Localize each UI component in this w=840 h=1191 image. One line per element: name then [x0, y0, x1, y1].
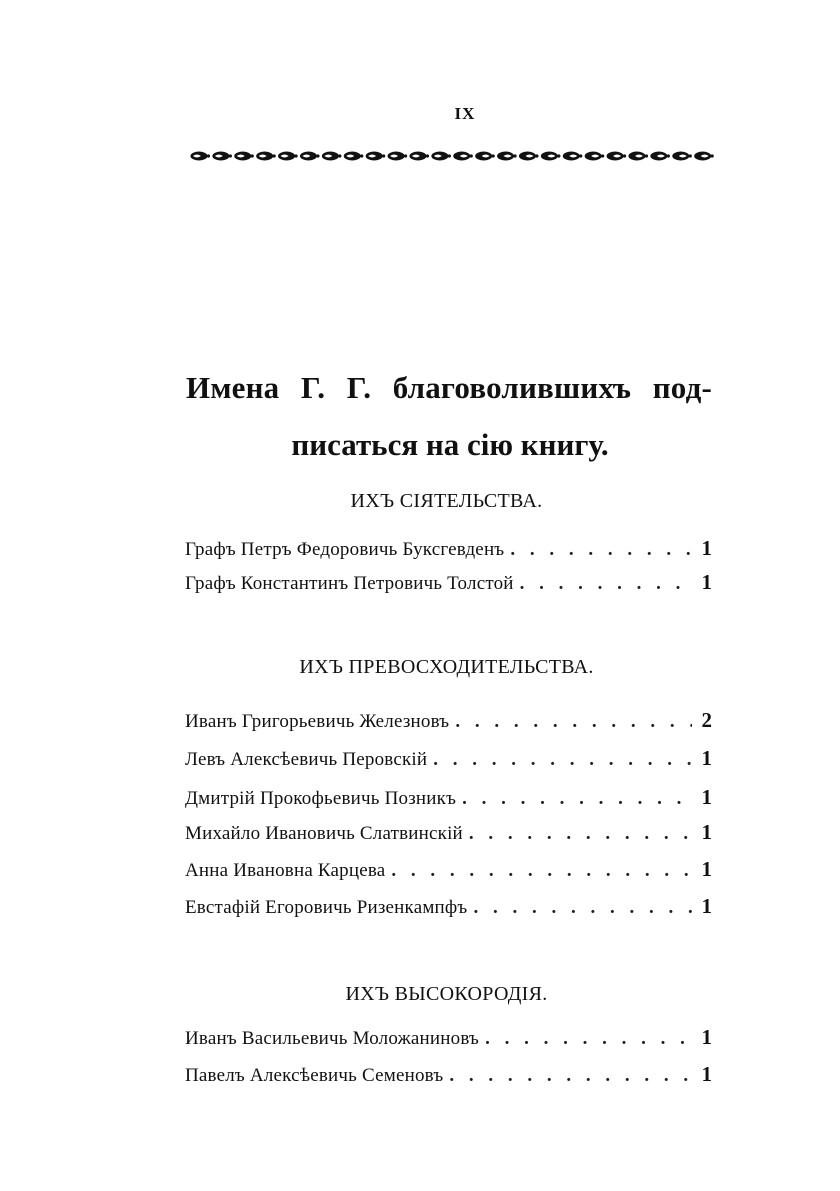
ornament-dot	[316, 154, 319, 157]
dot-leader	[510, 539, 692, 561]
ornament-dot	[273, 154, 276, 157]
dot-leader	[449, 1065, 692, 1087]
dot-leader	[433, 749, 692, 771]
dot-leader	[469, 823, 692, 845]
subscriber-name: Графъ Константинъ Петровичь Толстой	[185, 573, 514, 594]
dot-leader	[485, 1028, 692, 1050]
list-item	[185, 570, 712, 596]
ornament-dot	[229, 154, 232, 157]
copy-count: 2	[701, 708, 712, 732]
ornament-dot	[601, 154, 604, 157]
list-item	[185, 857, 712, 883]
list-item	[185, 1062, 712, 1088]
copy-count: 1	[701, 894, 712, 918]
dot-leader	[520, 573, 692, 595]
section-heading-prevoskhoditelstva: ИХЪ ПРЕВОСХОДИТЕЛЬСТВА.	[299, 656, 594, 678]
copy-count: 1	[701, 820, 712, 844]
list-item	[185, 708, 712, 734]
ornament-dot	[535, 154, 538, 157]
ornament-dot	[448, 154, 451, 157]
ornament-dot	[470, 154, 473, 157]
ornament-dot	[207, 154, 210, 157]
ornament-dot	[557, 154, 560, 157]
subscriber-name: Иванъ Васильевичь Моложаниновъ	[185, 1028, 480, 1049]
copy-count: 1	[701, 1025, 712, 1049]
dot-leader	[455, 711, 692, 733]
subscriber-name: Анна Ивановна Карцева	[185, 860, 386, 881]
section-heading-vysokorodiya: ИХЪ ВЫСОКОРОДIЯ.	[345, 983, 548, 1005]
subscriber-name: Михайло Ивановичь Слатвинскiй	[185, 823, 463, 844]
dot-leader	[462, 788, 692, 810]
subscriber-name: Левъ Алексѣевичь Перовскiй	[185, 749, 428, 770]
section-heading-siyatelstva: ИХЪ СIЯТЕЛЬСТВА.	[350, 490, 543, 512]
ornament-dot	[338, 154, 341, 157]
dot-leader	[473, 897, 692, 919]
list-item	[185, 894, 712, 920]
ornament-dot	[513, 154, 516, 157]
page-number: IX	[454, 104, 476, 123]
list-item	[185, 820, 712, 846]
list-item	[185, 536, 712, 562]
ornament-dot	[645, 154, 648, 157]
dot-leader	[391, 860, 692, 882]
subscriber-name: Дмитрiй Прокофьевичь Позникъ	[185, 788, 457, 809]
copy-count: 1	[701, 857, 712, 881]
ornament-dot	[623, 154, 626, 157]
ornament-dot	[689, 154, 692, 157]
copy-count: 1	[701, 785, 712, 809]
page-title-line-2: писаться на сiю книгу.	[291, 427, 609, 462]
copy-count: 1	[701, 746, 712, 770]
list-item	[185, 785, 712, 811]
copy-count: 1	[701, 1062, 712, 1086]
ornament-dot	[251, 154, 254, 157]
ornament-dot	[360, 154, 363, 157]
ornament-dot	[579, 154, 582, 157]
ornament-dot	[426, 154, 429, 157]
subscriber-name: Евстафiй Егоровичь Ризенкампфъ	[185, 897, 468, 918]
ornament-dot	[492, 154, 495, 157]
ornament-dot	[404, 154, 407, 157]
page-title-line-1: Имена Г. Г. благоволившихъ под-	[186, 370, 712, 405]
subscriber-name: Павелъ Алексѣевичь Семеновъ	[185, 1065, 444, 1086]
copy-count: 1	[701, 570, 712, 594]
ornament-dot	[294, 154, 297, 157]
ornament-dot	[667, 154, 670, 157]
list-item	[185, 1025, 712, 1051]
ornament-dot	[382, 154, 385, 157]
ornament-dot	[711, 154, 714, 157]
subscriber-name: Иванъ Григорьевичь Железновъ	[185, 711, 450, 732]
decorative-rule	[188, 146, 714, 166]
subscriber-name: Графъ Петръ Федоровичь Буксгевденъ	[185, 539, 505, 560]
copy-count: 1	[701, 536, 712, 560]
list-item	[185, 746, 712, 772]
